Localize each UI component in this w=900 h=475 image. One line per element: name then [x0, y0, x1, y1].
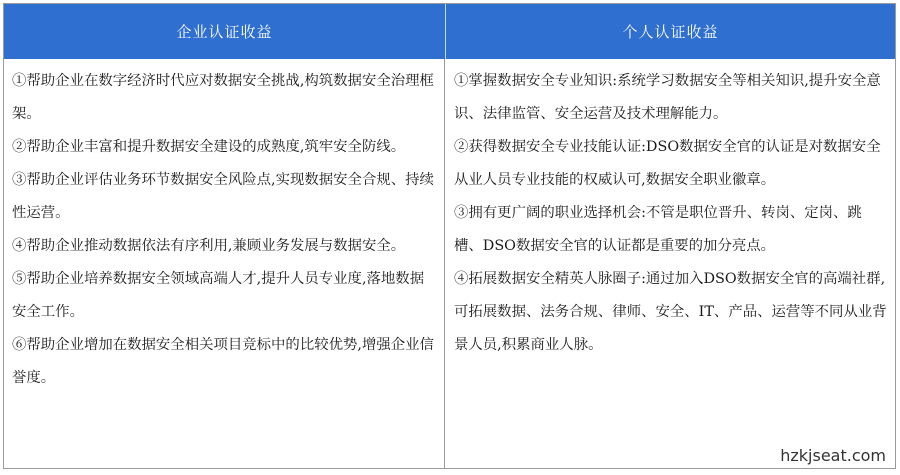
personal-benefit-item: ④拓展数据安全精英人脉圈子:通过加入DSO数据安全官的高端社群,可拓展数据、法务合规、律师、安全、IT、产品、运营等不同从业背景人员,积累商业人脉。: [454, 271, 887, 353]
enterprise-benefit-item: ②帮助企业丰富和提升数据安全建设的成熟度,筑牢安全防线。: [12, 139, 406, 155]
personal-benefit-item: ①掌握数据安全专业知识:系统学习数据安全等相关知识,提升安全意识、法律监管、安全运营及技术理解能力。: [454, 73, 881, 122]
enterprise-benefit-item: ①帮助企业在数字经济时代应对数据安全挑战,构筑数据安全治理框架。: [12, 73, 434, 122]
enterprise-benefit-item: ⑤帮助企业培养数据安全领域高端人才,提升人员专业度,落地数据安全工作。: [12, 271, 425, 320]
site-watermark: hzkjseat.com: [776, 445, 890, 466]
enterprise-benefit-item: ④帮助企业推动数据依法有序利用,兼顾业务发展与数据安全。: [12, 238, 406, 254]
personal-benefit-item: ②获得数据安全专业技能认证:DSO数据安全官的认证是对数据安全从业人员专业技能的权威认可,数据安全职业徽章。: [454, 139, 881, 188]
personal-benefit-item: ③拥有更广阔的职业选择机会:不管是职位晋升、转岗、定岗、跳槽、DSO数据安全官的认证都是重要的加分亮点。: [454, 205, 862, 254]
header-personal-benefits: 个人认证收益: [622, 23, 719, 41]
personal-benefits-cell: [446, 59, 895, 468]
enterprise-benefit-item: ⑥帮助企业增加在数据安全相关项目竞标中的比较优势,增强企业信誉度。: [12, 337, 434, 386]
header-enterprise-benefits: 企业认证收益: [4, 4, 446, 59]
enterprise-benefits-cell: [4, 59, 445, 468]
enterprise-benefit-item: ③帮助企业评估业务环节数据安全风险点,实现数据安全合规、持续性运营。: [12, 172, 434, 221]
table-header-row: [4, 4, 895, 59]
benefits-table: [3, 3, 896, 469]
